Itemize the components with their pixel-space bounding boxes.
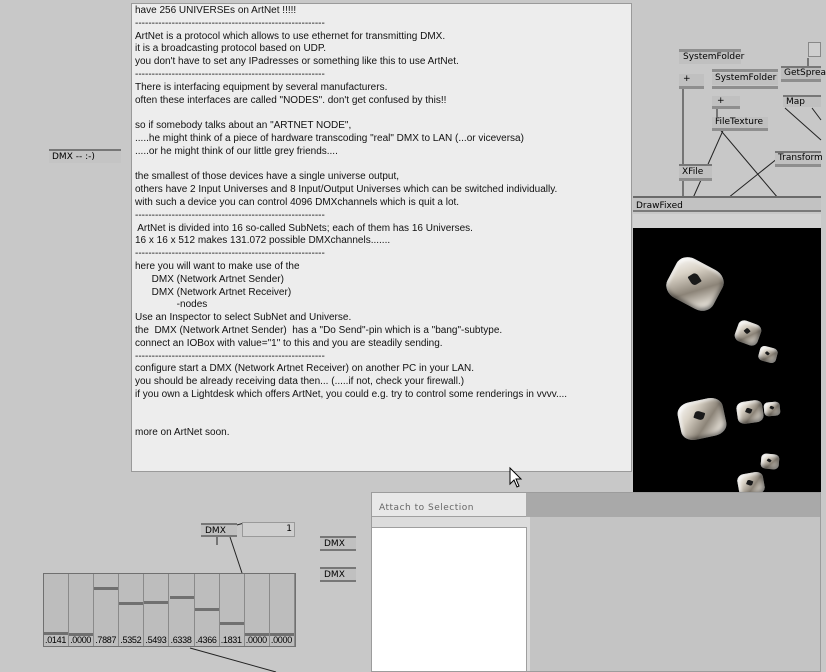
attach-panel-content bbox=[530, 517, 820, 671]
iobox-top-right[interactable] bbox=[808, 42, 821, 57]
cube-shape bbox=[736, 399, 765, 424]
value-iobox-label: 1 bbox=[286, 524, 292, 534]
transform-node[interactable] bbox=[775, 151, 821, 164]
dmx-node-a-label: DMX bbox=[205, 526, 226, 536]
slider-bank[interactable] bbox=[43, 573, 296, 647]
slider-value: .0000 bbox=[70, 635, 92, 645]
comment-line: --------------------------------------------------------- bbox=[135, 248, 325, 260]
comment-line: --------------------------------------------------------- bbox=[135, 350, 325, 362]
slider-value: .0141 bbox=[45, 635, 67, 645]
attach-panel-header-bar bbox=[526, 493, 820, 517]
plus-bar-1 bbox=[679, 86, 704, 89]
system-folder-label-2: SystemFolder bbox=[715, 73, 777, 83]
cube-shape bbox=[763, 401, 780, 416]
system-folder-bar-2 bbox=[712, 86, 778, 89]
map-node[interactable] bbox=[783, 95, 821, 107]
dmx-node-b[interactable] bbox=[320, 536, 356, 551]
attach-panel[interactable] bbox=[371, 492, 821, 672]
getspread-bar bbox=[781, 79, 821, 82]
mouse-cursor-icon bbox=[509, 467, 523, 489]
transform-label: Transform bbox=[778, 153, 823, 163]
slider-value: .0000 bbox=[270, 635, 292, 645]
plus-node-1[interactable] bbox=[679, 74, 704, 86]
plus-label-2: + bbox=[717, 96, 725, 106]
plus-bar-2 bbox=[712, 106, 740, 109]
slider-value: .0000 bbox=[245, 635, 267, 645]
comment-line: if you own a Lightdesk which offers ArtNet, you could e.g. try to control some renderings in vvvv.... bbox=[135, 389, 568, 400]
attach-panel-list[interactable] bbox=[372, 527, 527, 671]
comment-line: so if somebody talks about an "ARTNET NODE", bbox=[135, 120, 352, 132]
iobox-bar-2 bbox=[712, 69, 778, 72]
comment-line: have 256 UNIVERSEs on ArtNet !!!!! bbox=[135, 5, 297, 16]
comment-line: you don't have to set any IPadresses or something like this to use ArtNet. bbox=[135, 56, 459, 68]
comment-line: Use an Inspector to select SubNet and Universe. bbox=[135, 312, 352, 324]
dmx-node-b-label: DMX bbox=[324, 539, 345, 549]
system-folder-label-1: SystemFolder bbox=[683, 52, 745, 62]
cube-shape bbox=[676, 396, 729, 443]
slider[interactable] bbox=[195, 574, 220, 646]
file-texture-label: FileTexture bbox=[715, 117, 764, 127]
comment-line: -nodes bbox=[135, 299, 208, 311]
cube-shape bbox=[760, 453, 779, 470]
file-texture-bar bbox=[712, 128, 768, 131]
dmx-node-c-label: DMX bbox=[324, 570, 345, 580]
slider-value: .4366 bbox=[195, 635, 217, 645]
comment-line: --------------------------------------------------------- bbox=[135, 69, 325, 80]
slider-level-mark bbox=[144, 601, 168, 604]
comment-line: 16 x 16 x 512 makes 131.072 possible DMXchannels....... bbox=[135, 235, 391, 247]
comment-line: .....he might think of a piece of hardware transcoding "real" DMX to LAN (...or viceversa) bbox=[135, 133, 524, 144]
cube-shape bbox=[662, 252, 729, 315]
slider-level-mark bbox=[170, 596, 194, 599]
comment-line: the DMX (Network Artnet Sender) has a "Do Send"-pin which is a "bang"-subtype. bbox=[135, 325, 503, 336]
comment-line: --------------------------------------------------------- bbox=[135, 17, 325, 29]
slider[interactable] bbox=[245, 574, 270, 646]
slider-level-mark bbox=[119, 602, 143, 605]
slider[interactable] bbox=[220, 574, 245, 646]
comment-line: others have 2 Input Universes and 8 Input/Output Universes which can be switched individually. bbox=[135, 184, 558, 196]
xfile-bar bbox=[679, 178, 712, 181]
comment-line: you should be already receiving data then... (.....if not, check your firewall.) bbox=[135, 376, 465, 388]
slider[interactable] bbox=[119, 574, 144, 646]
xfile-node[interactable] bbox=[679, 164, 712, 178]
slider[interactable] bbox=[144, 574, 169, 646]
getspread-label: GetSprea bbox=[784, 68, 826, 78]
comment-line: configure start a DMX (Network Artnet Receiver) on another PC in your LAN. bbox=[135, 363, 475, 375]
system-folder-node-1[interactable] bbox=[679, 52, 745, 64]
comment-line: .....or he might think of our little grey friends.... bbox=[135, 145, 338, 157]
attach-panel-title: Attach to Selection bbox=[372, 493, 526, 517]
map-label: Map bbox=[786, 97, 805, 107]
cube-shape bbox=[757, 345, 778, 364]
comment-line: There is interfacing equipment by several manufacturers. bbox=[135, 81, 388, 93]
dmx-node-c[interactable] bbox=[320, 567, 356, 582]
comment-line: the smallest of those devices have a single universe output, bbox=[135, 171, 400, 183]
getspread-node[interactable] bbox=[781, 66, 826, 79]
comment-line: it is a broadcasting protocol based on UDP. bbox=[135, 43, 327, 55]
dmx-iobox[interactable] bbox=[49, 149, 121, 163]
comment-line: connect an IOBox with value="1" to this and you are steadily sending. bbox=[135, 337, 443, 349]
comment-line: ArtNet is divided into 16 so-called SubNets; each of them has 16 Universes. bbox=[135, 222, 473, 234]
slider-level-mark bbox=[195, 608, 219, 611]
slider-value: .1831 bbox=[220, 635, 242, 645]
comment-line: --------------------------------------------------------- bbox=[135, 209, 325, 221]
slider[interactable] bbox=[69, 574, 94, 646]
slider-value: .7887 bbox=[95, 635, 117, 645]
comment-line: DMX (Network Artnet Receiver) bbox=[135, 286, 292, 298]
slider[interactable] bbox=[94, 574, 119, 646]
comment-line: here you will want to make use of the bbox=[135, 261, 300, 272]
slider[interactable] bbox=[44, 574, 69, 646]
comment-line: more on ArtNet soon. bbox=[135, 427, 230, 439]
dmx-node-a[interactable] bbox=[201, 523, 237, 537]
comment-line: ArtNet is a protocol which allows to use ethernet for transmitting DMX. bbox=[135, 30, 446, 42]
value-iobox[interactable] bbox=[242, 522, 295, 537]
system-folder-node-2[interactable] bbox=[712, 73, 778, 85]
slider-value: .6338 bbox=[170, 635, 192, 645]
slider[interactable] bbox=[270, 574, 295, 646]
xfile-label: XFile bbox=[682, 167, 704, 177]
comment-panel bbox=[131, 3, 632, 472]
cube-shape bbox=[733, 319, 763, 348]
plus-label-1: + bbox=[683, 74, 691, 84]
drawfixed-node[interactable] bbox=[633, 196, 821, 212]
slider-value: .5352 bbox=[120, 635, 142, 645]
comment-line: often these interfaces are called "NODES". don't get confused by this!! bbox=[135, 94, 447, 106]
transform-bar bbox=[775, 164, 821, 167]
comment-line: with such a device you can control 4096 DMXchannels which is quit a lot. bbox=[135, 197, 460, 208]
renderer-title-bar bbox=[633, 214, 821, 228]
dmx-iobox-label: DMX -- :-) bbox=[52, 152, 95, 162]
slider[interactable] bbox=[170, 574, 195, 646]
slider-level-mark bbox=[220, 622, 244, 625]
drawfixed-label: DrawFixed bbox=[636, 201, 683, 211]
comment-line: DMX (Network Artnet Sender) bbox=[135, 273, 284, 285]
slider-level-mark bbox=[94, 587, 118, 590]
slider-value: .5493 bbox=[145, 635, 167, 645]
